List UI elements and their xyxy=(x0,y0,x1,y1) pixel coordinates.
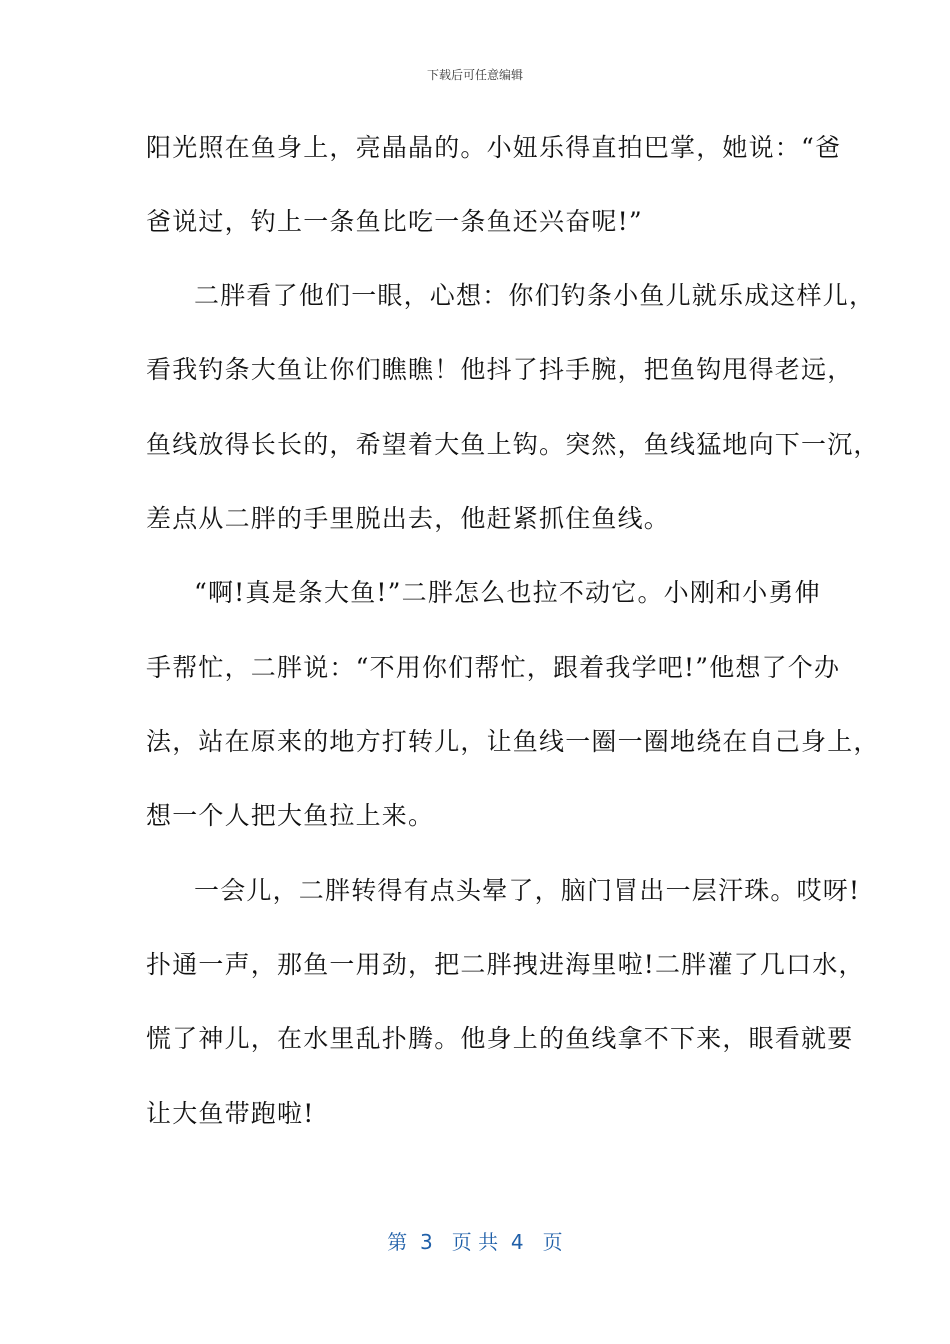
paragraph-line: 法，站在原来的地方打转儿，让鱼线一圈一圈地绕在自己身上， xyxy=(146,727,880,756)
paragraph-line: 鱼线放得长长的，希望着大鱼上钩。突然，鱼线猛地向下一沉， xyxy=(146,430,880,459)
paragraph-line: 扑通一声，那鱼一用劲，把二胖拽进海里啦!二胖灌了几口水， xyxy=(146,950,865,979)
paragraph-line: 想一个人把大鱼拉上来。 xyxy=(146,801,435,830)
paragraph-line: 手帮忙，二胖说：“不用你们帮忙，跟着我学吧!”他想了个办 xyxy=(146,653,841,682)
paragraph-line: 阳光照在鱼身上，亮晶晶的。小妞乐得直拍巴掌，她说：“爸 xyxy=(146,133,842,162)
paragraph-line: 让大鱼带跑啦! xyxy=(146,1099,315,1128)
paragraph-line: 看我钓条大鱼让你们瞧瞧！他抖了抖手腕，把鱼钩甩得老远， xyxy=(146,355,854,384)
page-number-footer: 第 3 页 共 4 页 xyxy=(387,1230,563,1254)
page-header: 下载后可任意编辑 xyxy=(426,68,523,82)
paragraph-line: 爸说过，钓上一条鱼比吃一条鱼还兴奋呢!” xyxy=(146,207,643,236)
paragraph-line: 差点从二胖的手里脱出去，他赶紧抓住鱼线。 xyxy=(146,504,671,533)
paragraph-line: 慌了神儿，在水里乱扑腾。他身上的鱼线拿不下来，眼看就要 xyxy=(146,1024,854,1053)
paragraph-line: 一会儿，二胖转得有点头晕了，脑门冒出一层汗珠。哎呀! xyxy=(194,876,861,905)
paragraph-line: “啊!真是条大鱼!”二胖怎么也拉不动它。小刚和小勇伸 xyxy=(194,578,821,607)
paragraph-line: 二胖看了他们一眼，心想：你们钓条小鱼儿就乐成这样儿， xyxy=(194,281,876,310)
